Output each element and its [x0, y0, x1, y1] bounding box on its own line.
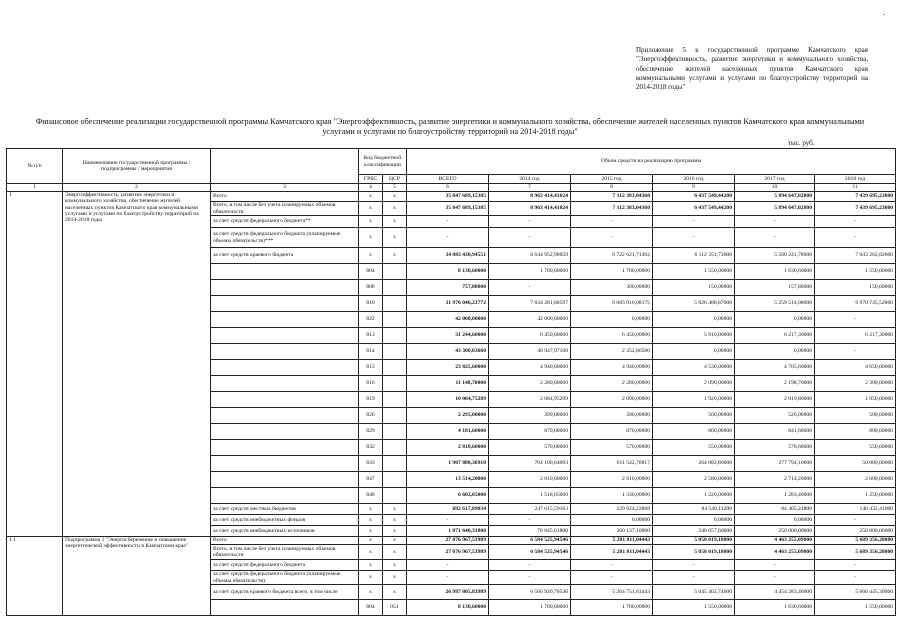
value-2018: 7 439 695,23000: [815, 192, 896, 202]
value-2018: -: [815, 560, 896, 571]
grbs-cell: х: [359, 537, 383, 545]
tsr-cell: [383, 424, 407, 440]
value-2015: 1 700,00000: [571, 264, 653, 280]
source-label: Всего: [211, 537, 359, 545]
value-2015: 1 700,00000: [571, 600, 653, 616]
value-2018: 2 600,00000: [815, 472, 896, 488]
source-label: [211, 376, 359, 392]
value-2014: -: [489, 280, 571, 296]
value-2017: 84 405,24800: [735, 504, 815, 515]
grbs-cell: 822: [359, 312, 383, 328]
header-grbs: ГРБС: [359, 175, 383, 184]
value-2018: 146 432,41000: [815, 504, 896, 515]
grbs-cell: х: [359, 216, 383, 228]
tsr-cell: х: [383, 585, 407, 600]
value-2017: 0,00000: [735, 344, 815, 360]
source-label: [211, 392, 359, 408]
value-2016: 4 530,00000: [653, 360, 735, 376]
value-2017: 5 894 647,02800: [735, 202, 815, 216]
grbs-cell: 816: [359, 376, 383, 392]
value-2014: 1 700,00000: [489, 600, 571, 616]
page-title: Финансовое обеспечение реализации государственной программы Камчатского края "Энергоэффективность, развитие энергетики и коммунального хозяйства, обеспечение жителей населенных пунктов Камчатского края коммунальными услугами и услугами по благоустройству территорий на 2014-2018 годы": [35, 117, 865, 136]
total-cell: 31 244,60000: [407, 328, 489, 344]
tsr-cell: [383, 328, 407, 344]
value-2017: 1 283,40000: [735, 488, 815, 504]
value-2015: 0,00000: [571, 312, 653, 328]
value-2018: 500,00000: [815, 408, 896, 424]
value-2018: 5 689 356,28000: [815, 545, 896, 560]
value-2015: 7 112 383,04360: [571, 202, 653, 216]
column-number: 7: [489, 184, 571, 192]
total-cell: 4 181,60000: [407, 424, 489, 440]
value-2015: 260 137,10000: [571, 526, 653, 537]
grbs-cell: х: [359, 571, 383, 585]
value-2015: 2 280,00000: [571, 376, 653, 392]
value-2018: -: [815, 515, 896, 526]
total-cell: 27 076 967,53989: [407, 545, 489, 560]
value-2014: 704 100,64093: [489, 456, 571, 472]
program-name: Энергоэффективность, развитие энергетики и коммунального хозяйства, обеспечение жителей населенных пунктов Камчатского края коммунальными услугами и услугами по благоустройству территорий на 2014-2018 годы: [63, 192, 211, 537]
column-number: 8: [571, 184, 653, 192]
source-label: [211, 296, 359, 312]
value-2016: 5 058 019,18000: [653, 537, 735, 545]
total-cell: 42 000,00000: [407, 312, 489, 328]
grbs-cell: х: [359, 545, 383, 560]
source-label: [211, 344, 359, 360]
value-2016: 264 082,86000: [653, 456, 735, 472]
source-label: за счет средств внебюджетных фондов: [211, 515, 359, 526]
total-cell: 2 818,60000: [407, 440, 489, 456]
tsr-cell: х: [383, 216, 407, 228]
value-2014: 6 584 525,94546: [489, 537, 571, 545]
total-cell: -: [407, 515, 489, 526]
header-2016: 2016 год: [653, 175, 735, 184]
source-label: [211, 472, 359, 488]
header-2015: 2015 год: [571, 175, 653, 184]
value-2018: -: [815, 571, 896, 585]
corner-mark: ‑: [882, 10, 885, 18]
value-2016: 2 580,00000: [653, 472, 735, 488]
value-2016: 1 920,00000: [653, 392, 735, 408]
value-2014: 4 940,00000: [489, 360, 571, 376]
tsr-cell: [383, 360, 407, 376]
value-2017: -: [735, 571, 815, 585]
value-2017: 6 217,30000: [735, 328, 815, 344]
appendix-note: Приложение 5 к государственной программе Камчатского края "Энергоэффективность, развитие энергетики и коммунального хозяйства, обеспечение жителей населенных пунктов Камчатского края коммунальными услугами и услугами по благоустройству территорий на 2014-2018 годы": [636, 46, 868, 92]
value-2014: 40 947,97160: [489, 344, 571, 360]
value-2015: 6 450,00000: [571, 328, 653, 344]
value-2016: 0,00000: [653, 515, 735, 526]
source-label: Всего, в том числе без учета планируемых объемов обязательств: [211, 202, 359, 216]
source-label: за счет средств федерального бюджета**: [211, 216, 359, 228]
value-2018: 6 970 745,52000: [815, 296, 896, 312]
source-label: [211, 456, 359, 472]
value-2016: 6 437 549,44200: [653, 202, 735, 216]
tsr-cell: х: [383, 526, 407, 537]
value-2017: 277 794,10000: [735, 456, 815, 472]
value-2017: 4 463 255,09000: [735, 537, 815, 545]
value-2015: 6 722 621,71492: [571, 248, 653, 264]
value-2017: 250 000,00000: [735, 526, 815, 537]
tsr-cell: [383, 344, 407, 360]
value-2018: -: [815, 344, 896, 360]
total-cell: -: [407, 571, 489, 585]
header-2018: 2018 год: [815, 175, 896, 184]
tsr-cell: [383, 376, 407, 392]
grbs-cell: х: [359, 504, 383, 515]
value-2016: 5 826 488,87000: [653, 296, 735, 312]
financing-table: [6, 148, 896, 616]
total-cell: 757,80000: [407, 280, 489, 296]
value-2018: -: [815, 312, 896, 328]
value-2015: 129 624,22868: [571, 504, 653, 515]
source-label: [211, 488, 359, 504]
value-2014: 870,00000: [489, 424, 571, 440]
grbs-cell: х: [359, 526, 383, 537]
value-2016: 1 550,00000: [653, 264, 735, 280]
value-2018: -: [815, 216, 896, 228]
value-2016: 6 112 351,73000: [653, 248, 735, 264]
value-2016: -: [653, 216, 735, 228]
value-2014: 6 450,00000: [489, 328, 571, 344]
grbs-cell: х: [359, 248, 383, 264]
grbs-cell: 847: [359, 472, 383, 488]
value-2017: 5 894 647,02800: [735, 192, 815, 202]
value-2017: 526,00000: [735, 408, 815, 424]
tsr-cell: 051: [383, 600, 407, 616]
value-2017: 4 454 283,46000: [735, 585, 815, 600]
tsr-cell: х: [383, 537, 407, 545]
value-2015: 611 542,76817: [571, 456, 653, 472]
source-label: за счет средств внебюджетных источников: [211, 526, 359, 537]
tsr-cell: [383, 456, 407, 472]
value-2016: 240 657,60000: [653, 526, 735, 537]
source-label: Всего, в том числе без учета планируемых объемов обязательств: [211, 545, 359, 560]
value-2015: 7 112 383,04360: [571, 192, 653, 202]
grbs-cell: 829: [359, 424, 383, 440]
grbs-cell: х: [359, 515, 383, 526]
tsr-cell: х: [383, 228, 407, 248]
grbs-cell: 804: [359, 264, 383, 280]
value-2017: 0,00000: [735, 312, 815, 328]
total-cell: 1 071 640,31800: [407, 526, 489, 537]
total-cell: -: [407, 216, 489, 228]
grbs-cell: 804: [359, 600, 383, 616]
value-2014: -: [489, 560, 571, 571]
value-2017: 5 259 514,08000: [735, 296, 815, 312]
tsr-cell: [383, 472, 407, 488]
header-2014: 2014 год: [489, 175, 571, 184]
program-name: Подпрограмма 1 "Энергосбережение и повышение энергетической эффективности в Камчатском крае": [63, 537, 211, 616]
value-2014: -: [489, 515, 571, 526]
value-2014: 70 845,61800: [489, 526, 571, 537]
column-number: 9: [653, 184, 735, 192]
total-cell: 27 076 967,53989: [407, 537, 489, 545]
value-2014: 6 566 920,70546: [489, 585, 571, 600]
value-2018: 50 080,00000: [815, 456, 896, 472]
source-label: за счет средств краевого бюджета всего, в том числе: [211, 585, 359, 600]
tsr-cell: [383, 440, 407, 456]
grbs-cell: х: [359, 192, 383, 202]
value-2016: 84 540,11200: [653, 504, 735, 515]
header-name: Наименование государственной программы / подпрограммы / мероприятия: [63, 149, 211, 184]
value-2016: 5 910,00000: [653, 328, 735, 344]
value-2018: 7 439 695,23000: [815, 202, 896, 216]
value-2015: 4 940,00000: [571, 360, 653, 376]
column-number: 11: [815, 184, 896, 192]
value-2015: -: [571, 571, 653, 585]
total-cell: 43 300,83660: [407, 344, 489, 360]
value-2015: -: [571, 560, 653, 571]
tsr-cell: х: [383, 545, 407, 560]
value-2018: 250 000,00000: [815, 526, 896, 537]
value-2017: 2 198,70000: [735, 376, 815, 392]
value-2015: 390,00000: [571, 408, 653, 424]
grbs-cell: 832: [359, 440, 383, 456]
value-2015: 5 281 811,04443: [571, 545, 653, 560]
value-2016: -: [653, 228, 735, 248]
grbs-cell: 808: [359, 280, 383, 296]
total-cell: 23 825,60000: [407, 360, 489, 376]
grbs-cell: 826: [359, 408, 383, 424]
value-2014: 7 834 281,68597: [489, 296, 571, 312]
value-2014: 247 615,59163: [489, 504, 571, 515]
value-2015: 2 810,00000: [571, 472, 653, 488]
grbs-cell: х: [359, 228, 383, 248]
value-2016: 150,00000: [653, 280, 735, 296]
grbs-cell: 814: [359, 344, 383, 360]
value-2015: 5 281 811,04443: [571, 537, 653, 545]
total-cell: 8 130,60000: [407, 600, 489, 616]
value-2018: 150,00000: [815, 280, 896, 296]
value-2015: -: [571, 216, 653, 228]
value-2014: 399,00000: [489, 408, 571, 424]
header-empty: [211, 149, 359, 184]
tsr-cell: [383, 264, 407, 280]
value-2014: 1 518,65000: [489, 488, 571, 504]
total-cell: 26 987 805,83989: [407, 585, 489, 600]
total-cell: -: [407, 228, 489, 248]
row-number: 1: [7, 192, 63, 537]
header-tsr: ЦСР: [383, 175, 407, 184]
column-number: 4: [359, 184, 383, 192]
grbs-cell: 815: [359, 360, 383, 376]
total-cell: 6 602,05000: [407, 488, 489, 504]
total-cell: 10 064,75289: [407, 392, 489, 408]
grbs-cell: х: [359, 560, 383, 571]
source-label: [211, 280, 359, 296]
value-2017: -: [735, 228, 815, 248]
source-label: за счет средств федерального бюджета (планируемые объемы обязательств): [211, 571, 359, 585]
header-no: № п/п: [7, 149, 63, 184]
column-number: 5: [383, 184, 407, 192]
table-row: [7, 537, 896, 545]
value-2014: 42 000,00000: [489, 312, 571, 328]
column-number: 2: [63, 184, 211, 192]
header-2017: 2017 год: [735, 175, 815, 184]
value-2014: 6 584 525,94546: [489, 545, 571, 560]
value-2016: 5 045 402,74000: [653, 585, 735, 600]
value-2018: 1 250,00000: [815, 488, 896, 504]
value-2017: 841,60000: [735, 424, 815, 440]
value-2017: 157,80000: [735, 280, 815, 296]
value-2017: 1 630,60000: [735, 600, 815, 616]
value-2016: 800,00000: [653, 424, 735, 440]
value-2015: 6 085 016,08175: [571, 296, 653, 312]
total-cell: 8 130,60000: [407, 264, 489, 280]
tsr-cell: х: [383, 515, 407, 526]
value-2015: 1 330,00000: [571, 488, 653, 504]
value-2014: 8 644 952,90059: [489, 248, 571, 264]
value-2018: 2 300,00000: [815, 376, 896, 392]
source-label: [211, 424, 359, 440]
value-2017: 0,00000: [735, 515, 815, 526]
header-code: Код бюджетной классификации: [359, 149, 407, 175]
column-number: 10: [735, 184, 815, 192]
tsr-cell: [383, 392, 407, 408]
value-2015: 5 264 751,63443: [571, 585, 653, 600]
value-2014: 8 963 414,41024: [489, 192, 571, 202]
value-2016: -: [653, 560, 735, 571]
total-cell: 13 514,20000: [407, 472, 489, 488]
total-cell: 1 907 880,36910: [407, 456, 489, 472]
value-2018: 5 689 356,28000: [815, 537, 896, 545]
value-2018: 550,00000: [815, 440, 896, 456]
value-2018: 800,00000: [815, 424, 896, 440]
grbs-cell: х: [359, 202, 383, 216]
value-2014: 8 963 414,41024: [489, 202, 571, 216]
value-2017: 578,60000: [735, 440, 815, 456]
value-2014: 1 700,00000: [489, 264, 571, 280]
source-label: [211, 440, 359, 456]
value-2014: 2 280,00000: [489, 376, 571, 392]
total-cell: 11 148,70000: [407, 376, 489, 392]
tsr-cell: х: [383, 571, 407, 585]
tsr-cell: х: [383, 504, 407, 515]
source-label: [211, 312, 359, 328]
value-2017: 1 630,60000: [735, 264, 815, 280]
grbs-cell: 813: [359, 328, 383, 344]
value-2014: 2 810,00000: [489, 472, 571, 488]
value-2016: 550,00000: [653, 440, 735, 456]
header-volume: Объем средств на реализацию программы: [407, 149, 896, 175]
total-cell: 692 617,89034: [407, 504, 489, 515]
value-2018: 6 217,30000: [815, 328, 896, 344]
source-label: [211, 328, 359, 344]
total-cell: 35 847 689,15385: [407, 202, 489, 216]
grbs-cell: 848: [359, 488, 383, 504]
value-2014: -: [489, 571, 571, 585]
grbs-cell: 833: [359, 456, 383, 472]
value-2016: 5 058 019,18000: [653, 545, 735, 560]
value-2015: 2 352,86500: [571, 344, 653, 360]
value-2017: 2 019,80000: [735, 392, 815, 408]
table-row: [7, 192, 896, 202]
value-2016: 6 437 549,44200: [653, 192, 735, 202]
grbs-cell: х: [359, 585, 383, 600]
value-2018: 7 043 262,82000: [815, 248, 896, 264]
value-2016: 2 090,00000: [653, 376, 735, 392]
source-label: [211, 360, 359, 376]
tsr-cell: [383, 488, 407, 504]
value-2017: 4 463 255,09000: [735, 545, 815, 560]
value-2017: -: [735, 216, 815, 228]
value-2017: 5 560 241,78000: [735, 248, 815, 264]
grbs-cell: 819: [359, 392, 383, 408]
column-number: 6: [407, 184, 489, 192]
tsr-cell: х: [383, 202, 407, 216]
source-label: за счет средств федерального бюджета: [211, 560, 359, 571]
value-2016: 1 550,00000: [653, 600, 735, 616]
value-2018: 5 666 445,30000: [815, 585, 896, 600]
value-2015: 300,00000: [571, 280, 653, 296]
value-2016: 0,00000: [653, 344, 735, 360]
total-cell: 2 295,00000: [407, 408, 489, 424]
value-2017: -: [735, 560, 815, 571]
value-2016: -: [653, 571, 735, 585]
tsr-cell: [383, 408, 407, 424]
source-label: за счет средств краевого бюджета: [211, 248, 359, 264]
value-2015: 570,00000: [571, 440, 653, 456]
tsr-cell: [383, 280, 407, 296]
tsr-cell: х: [383, 560, 407, 571]
source-label: за счет средств местных бюджетов: [211, 504, 359, 515]
value-2018: 1 950,00000: [815, 392, 896, 408]
tsr-cell: х: [383, 192, 407, 202]
value-2015: 2 090,00000: [571, 392, 653, 408]
source-label: [211, 600, 359, 616]
value-2015: 0,00000: [571, 515, 653, 526]
source-label: [211, 264, 359, 280]
value-2014: -: [489, 228, 571, 248]
value-2018: 4 650,00000: [815, 360, 896, 376]
value-2015: -: [571, 228, 653, 248]
tsr-cell: х: [383, 248, 407, 264]
grbs-cell: 810: [359, 296, 383, 312]
total-cell: 34 083 430,94551: [407, 248, 489, 264]
value-2016: 500,00000: [653, 408, 735, 424]
total-cell: 35 847 689,15385: [407, 192, 489, 202]
value-2015: 870,00000: [571, 424, 653, 440]
column-number: 1: [7, 184, 63, 192]
value-2018: 1 550,00000: [815, 600, 896, 616]
source-label: Всего: [211, 192, 359, 202]
source-label: за счет средств федерального бюджета (планируемые объемы обязательств)***: [211, 228, 359, 248]
value-2016: 1 220,00000: [653, 488, 735, 504]
value-2017: 2 714,20000: [735, 472, 815, 488]
source-label: [211, 408, 359, 424]
tsr-cell: [383, 296, 407, 312]
value-2014: 2 084,95209: [489, 392, 571, 408]
value-2018: 1 550,00000: [815, 264, 896, 280]
row-number: 1.1: [7, 537, 63, 616]
value-2018: -: [815, 228, 896, 248]
header-total: ВСЕГО: [407, 175, 489, 184]
total-cell: -: [407, 560, 489, 571]
value-2016: 0,00000: [653, 312, 735, 328]
value-2014: -: [489, 216, 571, 228]
tsr-cell: [383, 312, 407, 328]
total-cell: 31 976 046,23772: [407, 296, 489, 312]
column-number: 3: [211, 184, 359, 192]
value-2017: 4 765,60000: [735, 360, 815, 376]
units-label: тыс. руб.: [788, 139, 815, 147]
value-2014: 570,00000: [489, 440, 571, 456]
